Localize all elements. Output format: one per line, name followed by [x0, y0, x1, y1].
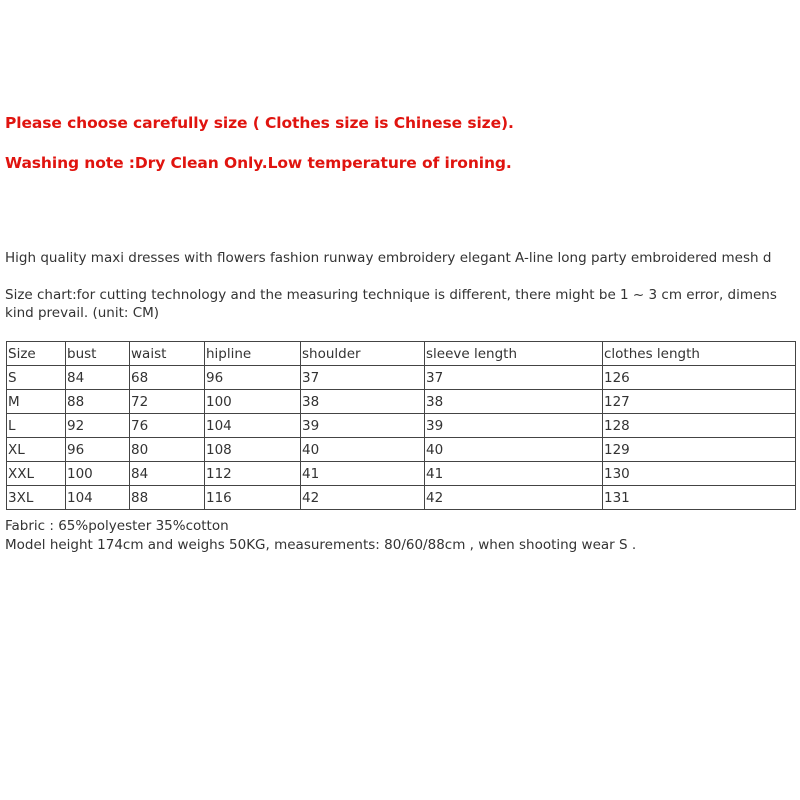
cell-sleeve-length: 41 — [425, 462, 603, 486]
cell-waist: 84 — [130, 462, 205, 486]
header-size: Size — [7, 342, 66, 366]
size-warning: Please choose carefully size ( Clothes size is Chinese size). — [5, 114, 514, 132]
cell-size: S — [7, 366, 66, 390]
cell-bust: 100 — [66, 462, 130, 486]
cell-size: XXL — [7, 462, 66, 486]
cell-shoulder: 39 — [301, 414, 425, 438]
table-row — [7, 414, 796, 438]
cell-sleeve-length: 40 — [425, 438, 603, 462]
cell-clothes-length: 131 — [603, 486, 796, 510]
cell-shoulder: 38 — [301, 390, 425, 414]
cell-shoulder: 42 — [301, 486, 425, 510]
cell-sleeve-length: 39 — [425, 414, 603, 438]
model-info: Model height 174cm and weighs 50KG, measurements: 80/60/88cm , when shooting wear S . — [5, 537, 637, 553]
cell-sleeve-length: 42 — [425, 486, 603, 510]
cell-clothes-length: 127 — [603, 390, 796, 414]
washing-note: Washing note :Dry Clean Only.Low temperature of ironing. — [5, 154, 512, 172]
cell-waist: 76 — [130, 414, 205, 438]
cell-size: 3XL — [7, 486, 66, 510]
cell-waist: 80 — [130, 438, 205, 462]
cell-waist: 68 — [130, 366, 205, 390]
cell-size: M — [7, 390, 66, 414]
header-bust: bust — [66, 342, 130, 366]
cell-clothes-length: 130 — [603, 462, 796, 486]
table-row — [7, 438, 796, 462]
cell-size: L — [7, 414, 66, 438]
cell-hipline: 100 — [205, 390, 301, 414]
cell-waist: 88 — [130, 486, 205, 510]
header-waist: waist — [130, 342, 205, 366]
cell-waist: 72 — [130, 390, 205, 414]
size-chart-note-line2: kind prevail. (unit: CM) — [5, 305, 160, 321]
fabric-info: Fabric : 65%polyester 35%cotton — [5, 518, 229, 534]
cell-hipline: 112 — [205, 462, 301, 486]
table-row — [7, 390, 796, 414]
cell-bust: 88 — [66, 390, 130, 414]
cell-bust: 104 — [66, 486, 130, 510]
cell-bust: 84 — [66, 366, 130, 390]
cell-bust: 92 — [66, 414, 130, 438]
cell-shoulder: 41 — [301, 462, 425, 486]
header-shoulder: shoulder — [301, 342, 425, 366]
cell-clothes-length: 126 — [603, 366, 796, 390]
header-hipline: hipline — [205, 342, 301, 366]
cell-bust: 96 — [66, 438, 130, 462]
header-sleeve-length: sleeve length — [425, 342, 603, 366]
table-row — [7, 486, 796, 510]
table-row — [7, 462, 796, 486]
cell-hipline: 108 — [205, 438, 301, 462]
cell-shoulder: 37 — [301, 366, 425, 390]
header-clothes-length: clothes length — [603, 342, 796, 366]
cell-hipline: 116 — [205, 486, 301, 510]
size-chart-note-line1: Size chart:for cutting technology and the measuring technique is different, there might be 1 ~ 3 cm error, dimens — [5, 287, 777, 303]
table-row — [7, 366, 796, 390]
product-description: High quality maxi dresses with flowers fashion runway embroidery elegant A-line long party embroidered mesh d — [5, 250, 772, 266]
cell-sleeve-length: 37 — [425, 366, 603, 390]
size-table — [6, 341, 796, 510]
cell-hipline: 104 — [205, 414, 301, 438]
cell-size: XL — [7, 438, 66, 462]
cell-shoulder: 40 — [301, 438, 425, 462]
cell-clothes-length: 128 — [603, 414, 796, 438]
cell-sleeve-length: 38 — [425, 390, 603, 414]
table-header-row — [7, 342, 796, 366]
cell-clothes-length: 129 — [603, 438, 796, 462]
cell-hipline: 96 — [205, 366, 301, 390]
